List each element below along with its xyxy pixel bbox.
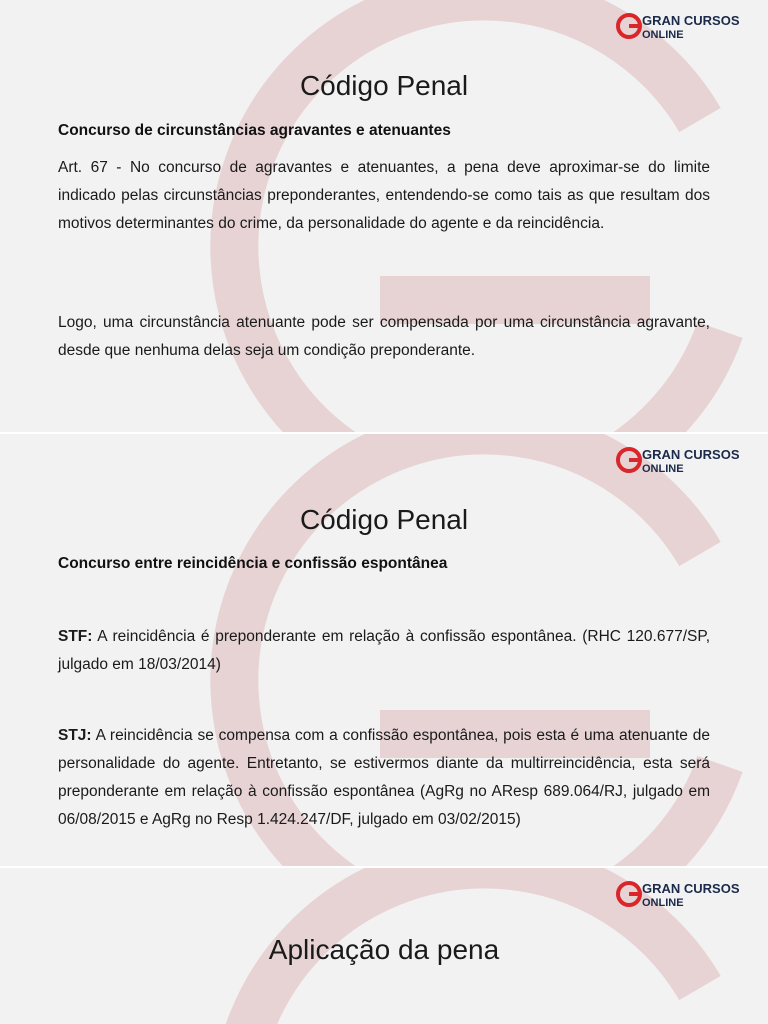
svg-text:GRAN CURSOS: GRAN CURSOS [642,881,740,896]
svg-text:GRAN CURSOS: GRAN CURSOS [642,13,740,28]
brand-logo [616,10,750,42]
stf-text: A reincidência é preponderante em relação à confissão espontânea. (RHC 120.677/SP, julgado em 18/03/2014) [58,628,710,673]
stf-label: STF: [58,628,93,645]
slide-2 [0,434,768,866]
svg-text:ONLINE: ONLINE [642,463,684,475]
slide-subtitle: Concurso de circunstâncias agravantes e atenuantes [58,122,451,139]
paragraph-art-67: Art. 67 - No concurso de agravantes e atenuantes, a pena deve aproximar-se do limite indicado pelas circunstâncias preponderantes, entendendo-se como tais as que resultam dos motivos determinantes do crime, da personalidade do agente e da reincidência. [58,159,710,232]
slide-title: Código Penal [299,70,469,101]
brand-logo [616,878,750,910]
svg-text:GRAN CURSOS: GRAN CURSOS [642,447,740,462]
paragraph-stj [58,722,710,834]
paragraph-conclusion: Logo, uma circunstância atenuante pode ser compensada por uma circunstância agravante, desde que nenhuma delas seja um condição preponderante. [58,314,710,359]
slide-title: Aplicação da pena [268,934,500,965]
brand-logo [616,444,750,476]
stj-text: A reincidência se compensa com a confissão espontânea, pois esta é uma atenuante de personalidade do agente. Entretanto, se estivermos diante da multirreincidência, esta será preponderante em relação à confissão espontânea (AgRg no AResp 689.064/RJ, julgado em 06/08/2015 e AgRg no Resp 1.424.247/DF, julgado em 03/02/2015) [58,727,710,828]
stj-label: STJ: [58,727,92,744]
slide-title: Código Penal [299,504,469,535]
paragraph-stf [58,623,710,679]
svg-text:ONLINE: ONLINE [642,897,684,909]
slide-3 [0,868,768,1024]
svg-text:ONLINE: ONLINE [642,29,684,41]
slide-1 [0,0,768,432]
slide-subtitle: Concurso entre reincidência e confissão espontânea [58,555,448,572]
